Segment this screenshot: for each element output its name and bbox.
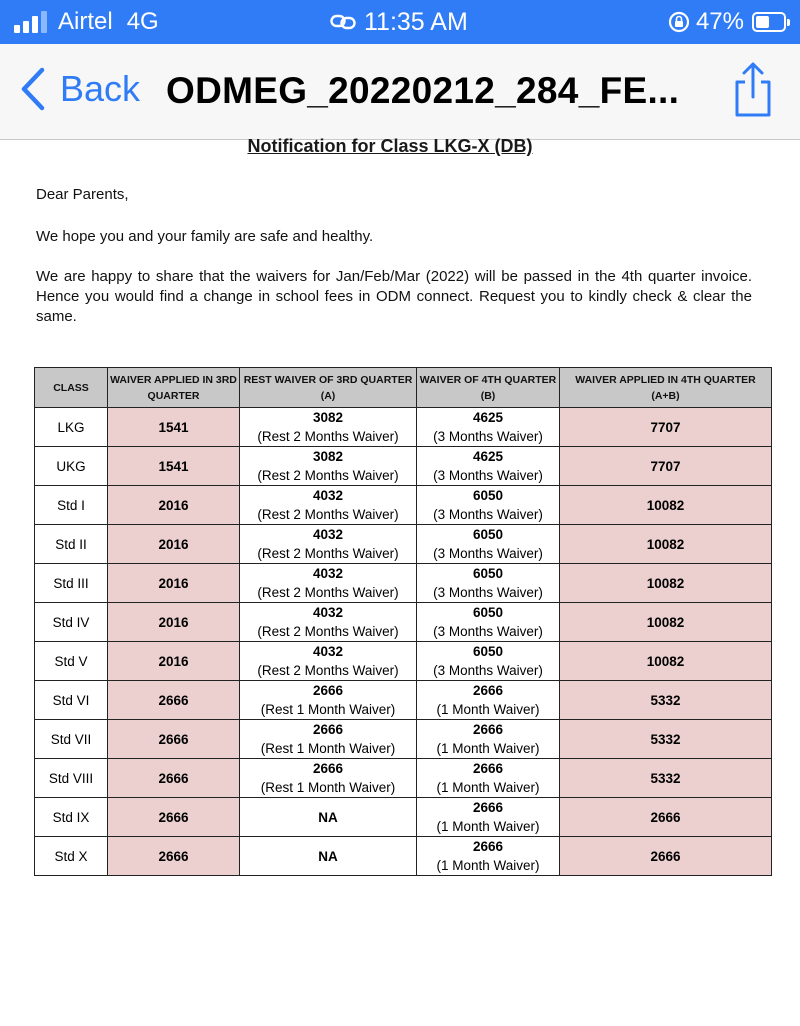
waiver-q4-note: (1 Month Waiver) xyxy=(436,858,540,873)
waiver-q4-note: (3 Months Waiver) xyxy=(433,429,543,444)
class-cell: Std VIII xyxy=(35,759,108,798)
waiver-q3-cell: 1541 xyxy=(108,408,240,447)
rest-waiver-amount: 3082 xyxy=(312,449,344,464)
rest-waiver-note: (Rest 2 Months Waiver) xyxy=(257,507,399,522)
greeting: Dear Parents, xyxy=(36,186,129,203)
waiver-q4-cell xyxy=(417,447,560,486)
waiver-q4-cell xyxy=(417,837,560,876)
total-waiver-cell: 10082 xyxy=(560,525,772,564)
battery-icon xyxy=(752,12,786,32)
waiver-q3-cell: 2016 xyxy=(108,525,240,564)
table-row xyxy=(35,486,772,525)
waiver-q4-cell xyxy=(417,525,560,564)
rest-waiver-q3-cell xyxy=(240,447,417,486)
rest-waiver-q3-cell xyxy=(240,837,417,876)
header-waiver-q3: WAIVER APPLIED IN 3RD QUARTER xyxy=(108,368,240,408)
table-row xyxy=(35,564,772,603)
table-row xyxy=(35,720,772,759)
table-row xyxy=(35,408,772,447)
rest-waiver-note: (Rest 1 Month Waiver) xyxy=(260,780,396,795)
rest-waiver-amount: 4032 xyxy=(312,488,344,503)
waiver-q4-cell xyxy=(417,720,560,759)
link-icon xyxy=(330,13,356,31)
waiver-q4-amount: 2666 xyxy=(472,722,504,737)
class-cell: LKG xyxy=(35,408,108,447)
clock: 11:35 AM xyxy=(364,7,468,36)
waiver-table xyxy=(34,367,772,876)
total-waiver-cell: 7707 xyxy=(560,408,772,447)
header-rest-waiver-q3: REST WAIVER OF 3RD QUARTER (A) xyxy=(240,368,417,408)
waiver-q4-cell xyxy=(417,681,560,720)
status-right xyxy=(668,6,786,38)
rest-waiver-amount: 2666 xyxy=(312,683,344,698)
waiver-q3-cell: 2666 xyxy=(108,759,240,798)
total-waiver-cell: 10082 xyxy=(560,564,772,603)
waiver-q4-amount: 6050 xyxy=(472,527,504,542)
wellwish-line: We hope you and your family are safe and healthy. xyxy=(36,228,374,245)
class-cell: Std IV xyxy=(35,603,108,642)
class-cell: Std III xyxy=(35,564,108,603)
waiver-q4-note: (3 Months Waiver) xyxy=(433,507,543,522)
waiver-q4-amount: 4625 xyxy=(472,449,504,464)
class-cell: Std V xyxy=(35,642,108,681)
network-type: 4G xyxy=(126,8,159,35)
waiver-q4-cell xyxy=(417,486,560,525)
rest-waiver-q3-cell xyxy=(240,798,417,837)
rest-waiver-note: (Rest 1 Month Waiver) xyxy=(260,741,396,756)
rest-waiver-q3-cell xyxy=(240,603,417,642)
table-row xyxy=(35,525,772,564)
waiver-q4-amount: 2666 xyxy=(472,761,504,776)
rest-waiver-q3-cell xyxy=(240,681,417,720)
waiver-q4-amount: 6050 xyxy=(472,605,504,620)
total-waiver-cell: 5332 xyxy=(560,681,772,720)
waiver-q4-note: (3 Months Waiver) xyxy=(433,468,543,483)
total-waiver-cell: 5332 xyxy=(560,759,772,798)
document-page xyxy=(0,136,800,1026)
waiver-q4-note: (3 Months Waiver) xyxy=(433,663,543,678)
table-header-row xyxy=(35,368,772,408)
waiver-q4-cell xyxy=(417,642,560,681)
class-cell: UKG xyxy=(35,447,108,486)
waiver-q4-amount: 6050 xyxy=(472,644,504,659)
rest-waiver-note: (Rest 2 Months Waiver) xyxy=(257,624,399,639)
waiver-q4-cell xyxy=(417,603,560,642)
header-waiver-q4: WAIVER OF 4TH QUARTER (B) xyxy=(417,368,560,408)
rest-waiver-note: (Rest 1 Month Waiver) xyxy=(260,702,396,717)
waiver-q3-cell: 2016 xyxy=(108,486,240,525)
waiver-q4-amount: 4625 xyxy=(472,410,504,425)
waiver-q4-note: (3 Months Waiver) xyxy=(433,585,543,600)
rest-waiver-amount: 4032 xyxy=(312,527,344,542)
waiver-q4-amount: 6050 xyxy=(472,566,504,581)
waiver-q4-cell xyxy=(417,408,560,447)
waiver-q3-cell: 2016 xyxy=(108,603,240,642)
table-row xyxy=(35,603,772,642)
waiver-q4-amount: 2666 xyxy=(472,800,504,815)
rest-waiver-amount: 3082 xyxy=(312,410,344,425)
rest-waiver-q3-cell xyxy=(240,759,417,798)
rest-waiver-amount: NA xyxy=(318,848,338,864)
waiver-q4-note: (1 Month Waiver) xyxy=(436,780,540,795)
waiver-q4-amount: 2666 xyxy=(472,839,504,854)
header-waiver-applied-q4: WAIVER APPLIED IN 4TH QUARTER (A+B) xyxy=(560,368,772,408)
back-label: Back xyxy=(60,68,141,109)
waiver-q3-cell: 2016 xyxy=(108,642,240,681)
share-icon[interactable] xyxy=(730,62,776,118)
total-waiver-cell: 10082 xyxy=(560,603,772,642)
total-waiver-cell: 10082 xyxy=(560,642,772,681)
waiver-q4-amount: 6050 xyxy=(472,488,504,503)
rest-waiver-q3-cell xyxy=(240,525,417,564)
waiver-q3-cell: 2666 xyxy=(108,720,240,759)
chevron-left-icon xyxy=(16,66,50,112)
waiver-q4-note: (1 Month Waiver) xyxy=(436,702,540,717)
table-row xyxy=(35,798,772,837)
status-center xyxy=(330,6,468,38)
total-waiver-cell: 5332 xyxy=(560,720,772,759)
rest-waiver-amount: 2666 xyxy=(312,761,344,776)
class-cell: Std VII xyxy=(35,720,108,759)
rest-waiver-q3-cell xyxy=(240,564,417,603)
rest-waiver-amount: 4032 xyxy=(312,605,344,620)
status-bar xyxy=(0,0,800,44)
rest-waiver-note: (Rest 2 Months Waiver) xyxy=(257,663,399,678)
total-waiver-cell: 2666 xyxy=(560,837,772,876)
waiver-q4-note: (3 Months Waiver) xyxy=(433,546,543,561)
navigation-bar xyxy=(0,44,800,140)
notification-heading: Notification for Class LKG-X (DB) xyxy=(247,136,533,156)
class-cell: Std II xyxy=(35,525,108,564)
class-cell: Std IX xyxy=(35,798,108,837)
waiver-q4-cell xyxy=(417,798,560,837)
rest-waiver-amount: 2666 xyxy=(312,722,344,737)
table-row xyxy=(35,759,772,798)
rest-waiver-note: (Rest 2 Months Waiver) xyxy=(257,429,399,444)
waiver-q4-cell xyxy=(417,564,560,603)
carrier-name: Airtel xyxy=(58,8,113,35)
class-cell: Std X xyxy=(35,837,108,876)
waiver-q4-note: (3 Months Waiver) xyxy=(433,624,543,639)
rest-waiver-amount: NA xyxy=(318,809,338,825)
header-class: CLASS xyxy=(35,368,108,408)
rest-waiver-amount: 4032 xyxy=(312,566,344,581)
signal-strength-icon xyxy=(14,11,50,33)
rest-waiver-q3-cell xyxy=(240,642,417,681)
rest-waiver-q3-cell xyxy=(240,720,417,759)
rest-waiver-q3-cell xyxy=(240,486,417,525)
back-button[interactable] xyxy=(16,66,140,112)
waiver-q3-cell: 2666 xyxy=(108,798,240,837)
waiver-q3-cell: 1541 xyxy=(108,447,240,486)
status-left xyxy=(14,6,159,38)
table-row xyxy=(35,642,772,681)
class-cell: Std VI xyxy=(35,681,108,720)
total-waiver-cell: 10082 xyxy=(560,486,772,525)
waiver-q4-note: (1 Month Waiver) xyxy=(436,741,540,756)
battery-percent: 47% xyxy=(695,8,744,35)
waiver-q4-note: (1 Month Waiver) xyxy=(436,819,540,834)
document-title: ODMEG_20220212_284_FE... xyxy=(166,70,680,111)
waiver-q3-cell: 2016 xyxy=(108,564,240,603)
total-waiver-cell: 7707 xyxy=(560,447,772,486)
table-row xyxy=(35,447,772,486)
waiver-q4-cell xyxy=(417,759,560,798)
orientation-lock-icon xyxy=(668,11,690,33)
waiver-q4-amount: 2666 xyxy=(472,683,504,698)
total-waiver-cell: 2666 xyxy=(560,798,772,837)
table-row xyxy=(35,681,772,720)
table-row xyxy=(35,837,772,876)
rest-waiver-note: (Rest 2 Months Waiver) xyxy=(257,585,399,600)
waiver-q3-cell: 2666 xyxy=(108,837,240,876)
rest-waiver-q3-cell xyxy=(240,408,417,447)
rest-waiver-amount: 4032 xyxy=(312,644,344,659)
rest-waiver-note: (Rest 2 Months Waiver) xyxy=(257,546,399,561)
announcement-paragraph: We are happy to share that the waivers for Jan/Feb/Mar (2022) will be passed in the 4th quarter invoice. Hence you would find a change in school fees in ODM connect. Request you to kindly check & clear the same. xyxy=(36,268,752,325)
class-cell: Std I xyxy=(35,486,108,525)
waiver-q3-cell: 2666 xyxy=(108,681,240,720)
rest-waiver-note: (Rest 2 Months Waiver) xyxy=(257,468,399,483)
